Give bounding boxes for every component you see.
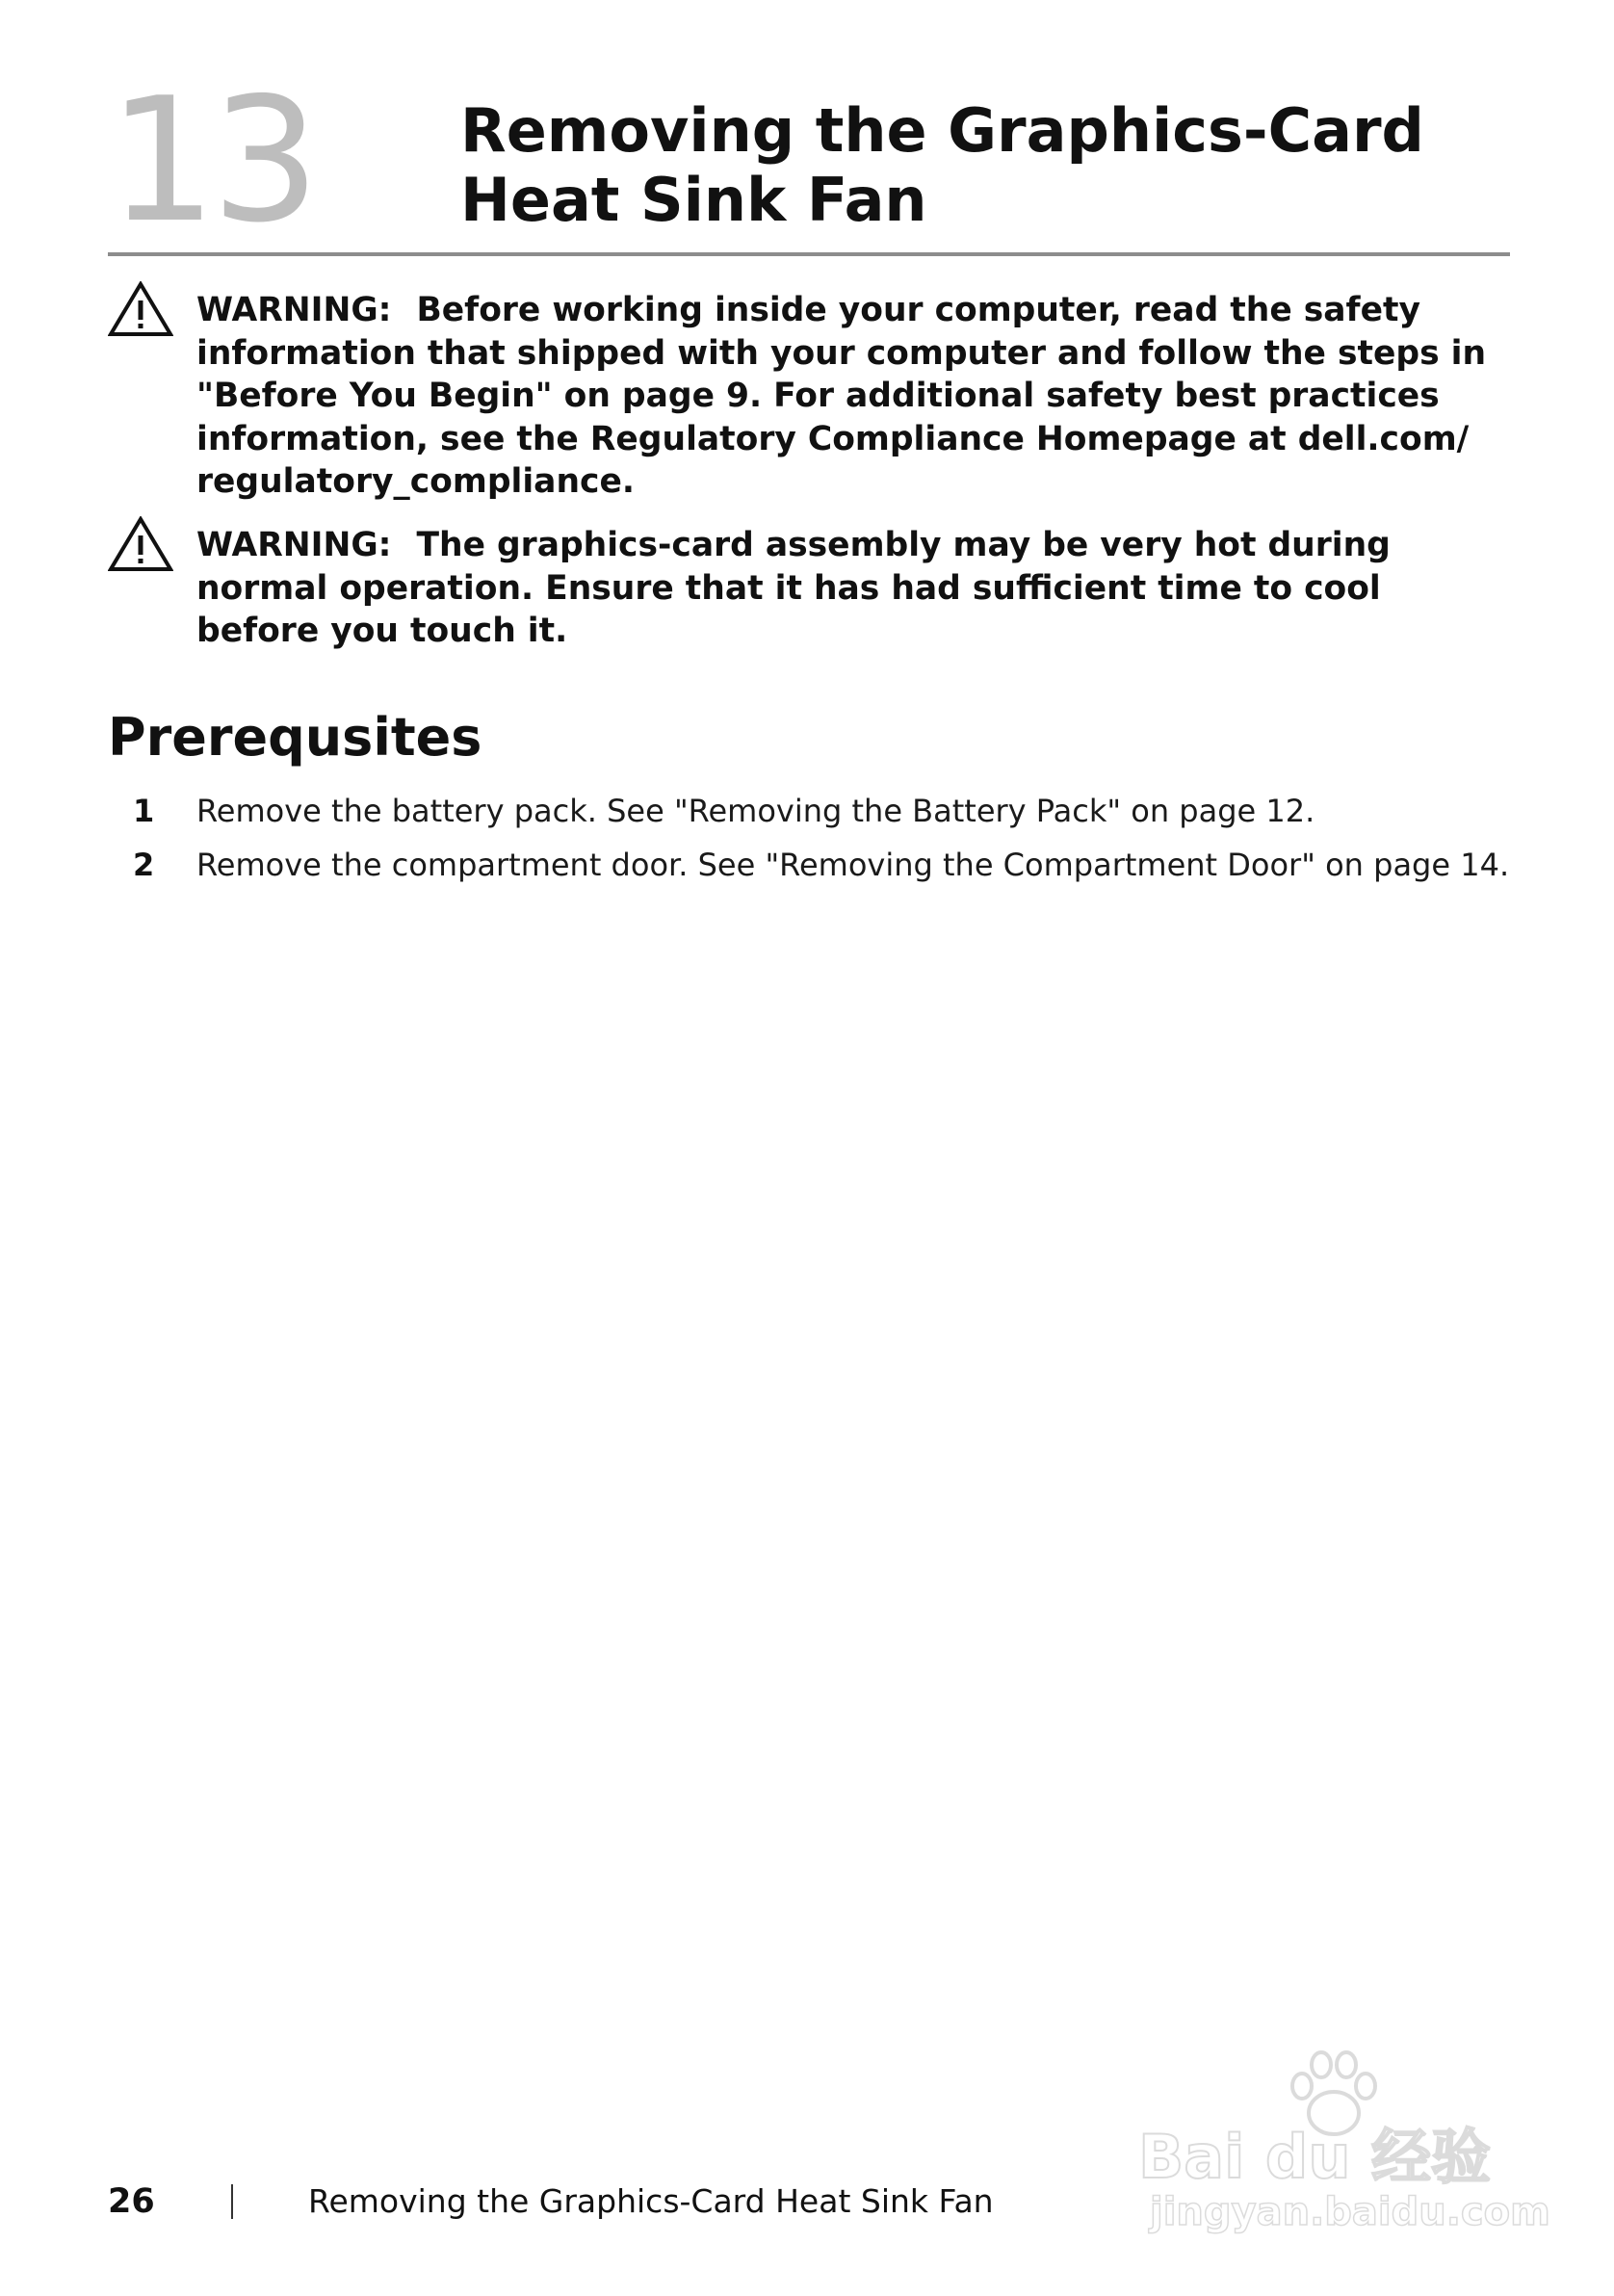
- warning-triangle-icon: [108, 516, 173, 572]
- warning-label: WARNING:: [196, 526, 392, 564]
- warning-block: [108, 524, 1514, 653]
- warning-text: [196, 289, 1514, 504]
- warning-label: WARNING:: [196, 291, 392, 329]
- chapter-title-line1: Removing the Graphics-Card: [460, 95, 1424, 166]
- warning-block: [108, 289, 1514, 504]
- chapter-number: 13: [108, 61, 315, 260]
- list-item: [108, 844, 1514, 898]
- title-rule: [108, 252, 1510, 256]
- step-number: 1: [133, 793, 155, 829]
- chapter-title-line2: Heat Sink Fan: [460, 165, 927, 235]
- step-number: 2: [133, 847, 155, 883]
- step-text: Remove the battery pack. See "Removing the Battery Pack" on page 12.: [196, 793, 1315, 829]
- watermark: [1138, 2048, 1550, 2240]
- chapter-title: [460, 96, 1520, 235]
- warning-triangle-icon: [108, 281, 173, 337]
- footer-divider: [231, 2184, 233, 2219]
- step-text: Remove the compartment door. See "Removing the Compartment Door" on page 14.: [196, 847, 1510, 883]
- section-heading: Prerequsites: [108, 707, 482, 768]
- page-number: 26: [108, 2182, 155, 2221]
- prerequisite-list: [108, 790, 1514, 898]
- watermark-logo: Bai du 经验: [1138, 2122, 1492, 2192]
- warning-body: Before working inside your computer, read the safety information that shipped with your computer and follow the steps in "Before You Begin" on page 9. For additional safety best practices information, see the Regulatory Compliance Homepage at dell.com/ regulatory_compliance.: [196, 291, 1487, 501]
- footer-title: Removing the Graphics-Card Heat Sink Fan: [308, 2182, 994, 2220]
- warning-body: The graphics-card assembly may be very hot during normal operation. Ensure that it has had sufficient time to cool before you touch it.: [196, 526, 1391, 650]
- list-item: [108, 790, 1514, 844]
- watermark-url: jingyan.baidu.com: [1150, 2190, 1550, 2234]
- warning-text: [196, 524, 1514, 653]
